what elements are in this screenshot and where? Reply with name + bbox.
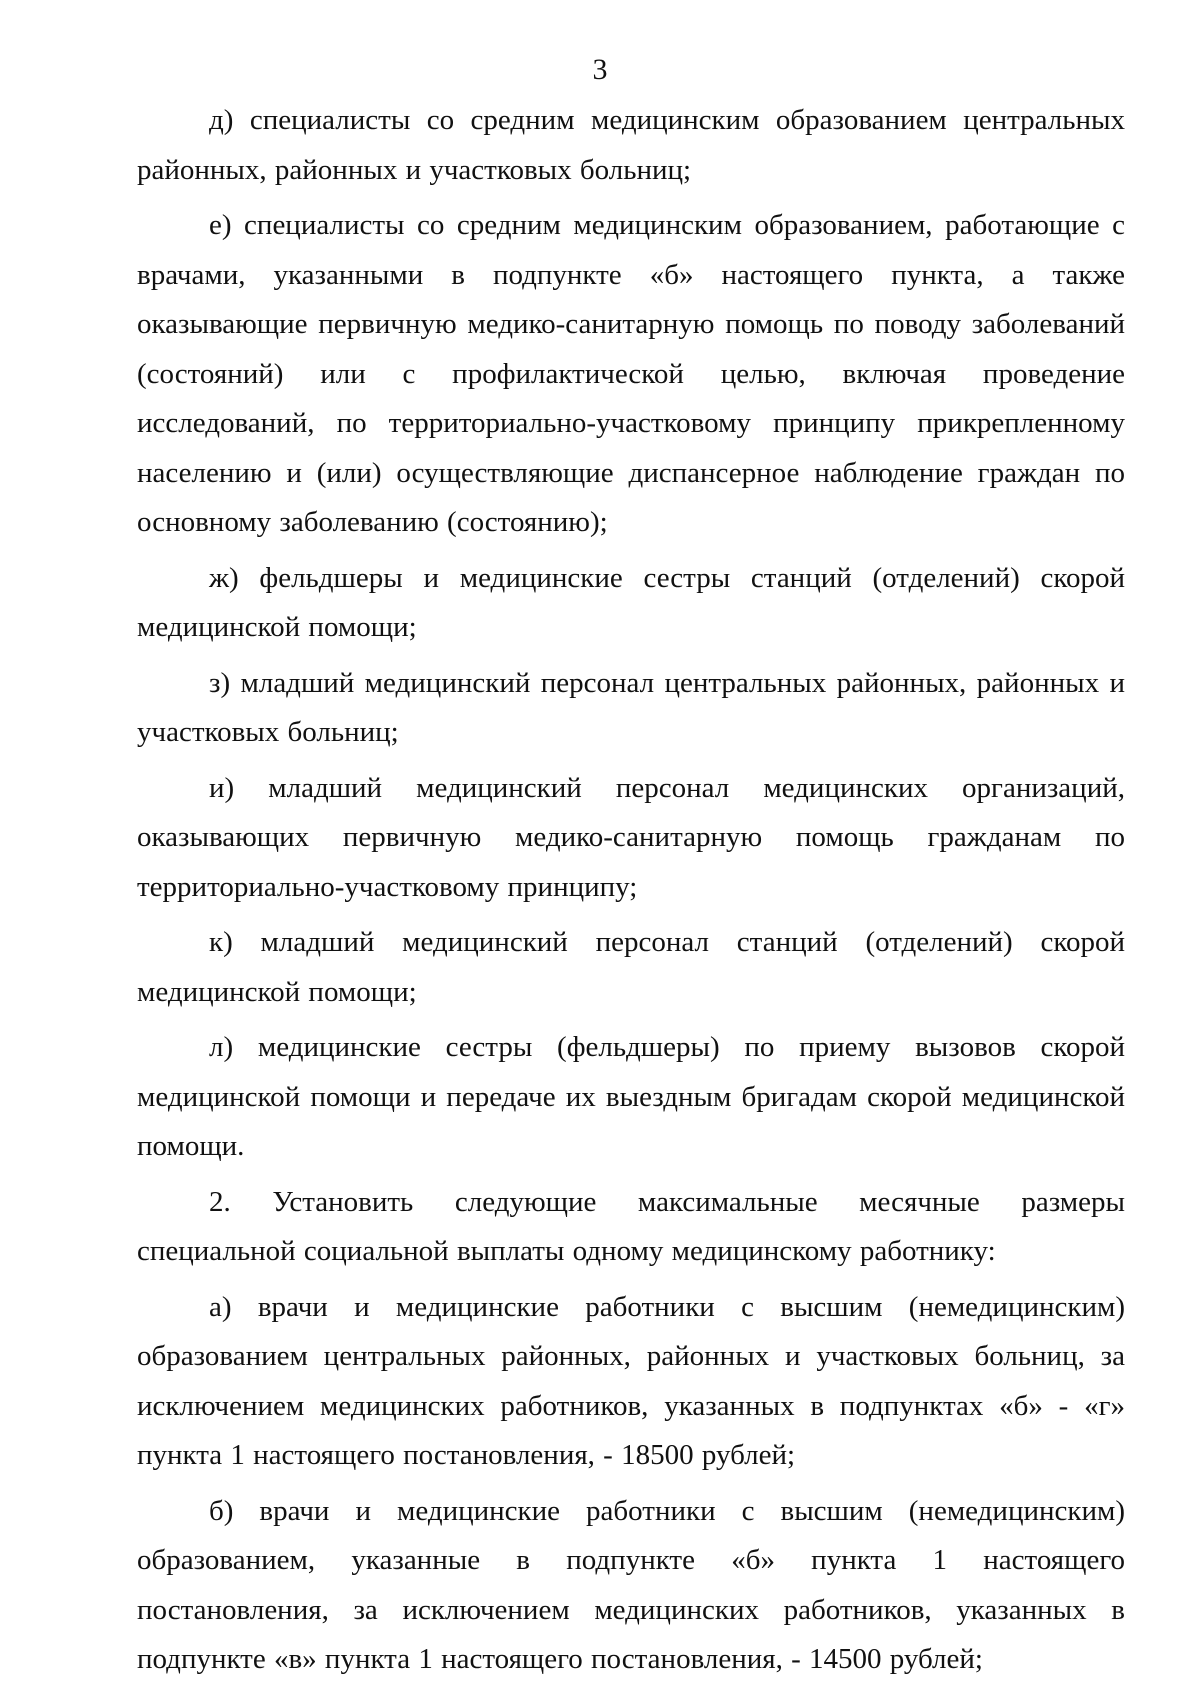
page-number: 3 bbox=[592, 53, 608, 86]
paragraph-item-z: з) младший медицинский персонал центральных районных, районных и участковых больниц; bbox=[137, 666, 1125, 748]
paragraph-item-k: к) младший медицинский персонал станций (отделений) скорой медицинской помощи; bbox=[137, 926, 1125, 1008]
paragraph-section-2: 2. Установить следующие максимальные месячные размеры специальной социальной выплаты одному медицинскому работнику: bbox=[137, 1185, 1125, 1267]
paragraph-item-i: и) младший медицинский персонал медицинских организаций, оказывающих первичную медико-санитарную помощь гражданам по территориально-участковому принципу; bbox=[137, 771, 1125, 903]
paragraph-item-a: а) врачи и медицинские работники с высшим (немедицинским) образованием центральных районных, районных и участковых больниц, за исключением медицинских работников, указанных в подпунктах «б» - «г» пункта 1 настоящего постановления, - 18500 рублей; bbox=[137, 1290, 1125, 1471]
paragraph-item-e: е) специалисты со средним медицинским образованием, работающие с врачами, указанными в подпункте «б» настоящего пункта, а также оказывающие первичную медико-санитарную помощь по поводу заболеваний (состояний) или с профилактической целью, включая проведение исследований, по территориально-участковому принципу прикрепленному населению и (или) осуществляющие диспансерное наблюдение граждан по основному заболеванию (состоянию); bbox=[137, 209, 1125, 538]
paragraph-item-l: л) медицинские сестры (фельдшеры) по приему вызовов скорой медицинской помощи и передаче их выездным бригадам скорой медицинской помощи. bbox=[137, 1031, 1125, 1162]
paragraph-item-b: б) врачи и медицинские работники с высшим (немедицинским) образованием, указанные в подпункте «б» пункта 1 настоящего постановления, за исключением медицинских работников, указанных в подпункте «в» пункта 1 настоящего постановления, - 14500 рублей; bbox=[137, 1494, 1125, 1675]
document-body bbox=[137, 96, 1125, 1691]
paragraph-item-zh: ж) фельдшеры и медицинские сестры станций (отделений) скорой медицинской помощи; bbox=[137, 561, 1125, 643]
paragraph-item-d: д) специалисты со средним медицинским образованием центральных районных, районных и участковых больниц; bbox=[137, 104, 1125, 186]
